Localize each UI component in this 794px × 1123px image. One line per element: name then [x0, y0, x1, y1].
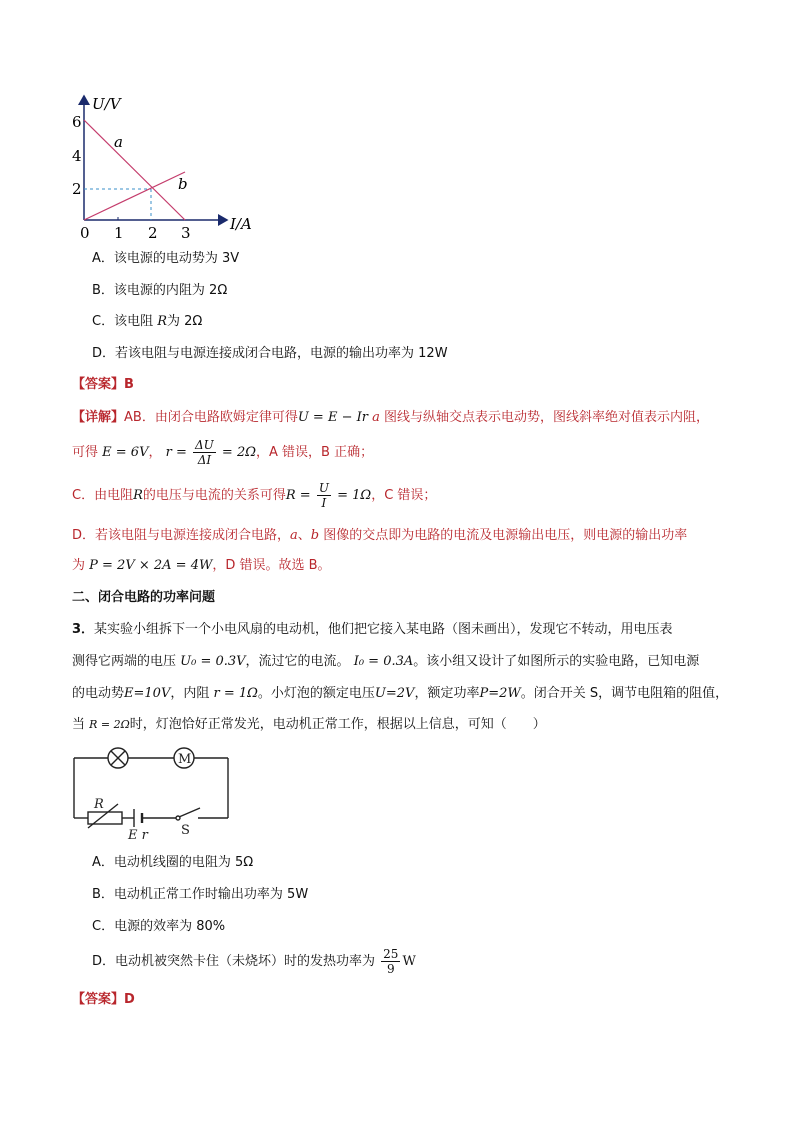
option-letter: D．	[92, 954, 116, 969]
u-i-graph	[60, 90, 270, 245]
detail-text: D．若该电阻与电源连接成闭合电路，	[72, 528, 291, 543]
x-tick-2: 2	[148, 224, 158, 242]
answer-tag: 【答案】	[72, 992, 125, 1007]
u-given: U=2V	[374, 686, 415, 701]
option-symbol: R	[157, 314, 168, 329]
q2-option-c	[92, 313, 202, 331]
fraction-denominator: ΔI	[197, 453, 212, 467]
detail-text: 的电压与电流的关系可得	[142, 488, 286, 503]
q3-stem-line2	[72, 653, 699, 671]
y-axis-label: U/V	[92, 95, 121, 113]
resistor-symbol: R	[133, 488, 143, 503]
fraction-unit: W	[402, 954, 416, 969]
fraction-denominator: 9	[386, 962, 395, 976]
line-a-ref: a	[372, 410, 380, 425]
option-letter: B．	[92, 283, 114, 298]
line-b-label: b	[178, 175, 188, 193]
stem-text: ，额定功率	[414, 686, 480, 701]
option-letter: D．	[92, 346, 116, 361]
q3-stem-line1	[72, 621, 673, 639]
option-text: 电动机正常工作时输出功率为 5W	[113, 887, 309, 902]
q2-detail-c	[72, 481, 436, 511]
R-result: = 1Ω	[337, 488, 372, 503]
line-b-ref: b	[310, 528, 320, 543]
section-title: 二、闭合电路的功率问题	[72, 590, 216, 605]
stem-text: 某实验小组拆下一个小电风扇的电动机，他们把它接入某电路（图未画出），发现它不转动，用电压表	[94, 622, 673, 637]
option-text-2: 为 2Ω	[167, 314, 203, 329]
detail-text: 图像的交点即为电路的电流及电源输出电压，则电源的输出功率	[319, 528, 688, 543]
fraction-numerator: ΔU	[195, 438, 214, 452]
detail-tag: 【详解】	[72, 410, 125, 425]
option-text: 若该电阻与电源连接成闭合电路，电源的输出功率为 12W	[115, 346, 448, 361]
stem-text: 当	[72, 717, 86, 732]
option-text: 电动机被突然卡住（未烧坏）时的发热功率为	[115, 954, 376, 969]
y-tick-4: 4	[72, 147, 82, 165]
answer-value: B	[124, 377, 134, 392]
q2-answer	[72, 376, 134, 394]
stem-text: ，流过它的电流。	[245, 654, 350, 669]
option-letter: A．	[92, 855, 114, 870]
power-formula: P = 2V × 2A = 4W	[89, 558, 213, 573]
q3-option-b	[92, 886, 308, 904]
q2-detail-d-line1	[72, 527, 687, 545]
option-letter: C．	[92, 314, 115, 329]
y-tick-2: 2	[72, 180, 82, 198]
motor-label: M	[178, 752, 192, 767]
x-tick-1: 1	[114, 224, 124, 242]
q3-stem-line3	[72, 685, 728, 703]
heat-power-fraction	[381, 947, 400, 976]
option-letter: B．	[92, 887, 114, 902]
stem-text: 。小灯泡的额定电压	[257, 686, 375, 701]
detail-text: ，C 错误；	[371, 488, 437, 503]
q2-detail-d-line2	[72, 557, 331, 575]
x-tick-0: 0	[80, 224, 90, 242]
q3-answer	[72, 991, 135, 1009]
battery-label: E r	[128, 828, 148, 842]
q3-option-c	[92, 918, 225, 936]
u0-value: U₀ = 0.3V	[180, 654, 246, 669]
line-a-label: a	[114, 133, 123, 151]
p-given: P=2W	[479, 686, 521, 701]
q2-option-b	[92, 282, 227, 300]
q2-detail-ab-line2: 可得 E = 6V， r = $\frac{\Delta U}{\Delta I}$ = 2Ω，A 错误，B 正确；	[72, 438, 374, 467]
ohm-formula: U = E − Ir	[297, 410, 368, 425]
q2-option-a	[92, 250, 239, 268]
detail-text: ，D 错误。故选 B。	[212, 558, 331, 573]
switch-label: S	[181, 823, 190, 838]
option-letter: C．	[92, 919, 115, 934]
delta-fraction	[193, 438, 216, 467]
x-axis-label: I/A	[230, 215, 252, 233]
option-letter: A．	[92, 251, 114, 266]
r-given: r = 1Ω	[213, 686, 258, 701]
fraction-denominator: I	[321, 496, 327, 510]
stem-text: 。闭合开关 S，调节电阻箱的阻值，	[520, 686, 729, 701]
option-text: 电动机线圈的电阻为 5Ω	[113, 855, 254, 870]
line-a-ref: a	[290, 528, 298, 543]
circuit-diagram	[66, 742, 236, 842]
option-text: 该电阻	[114, 314, 158, 329]
detail-sep: 、	[297, 528, 311, 543]
y-tick-6: 6	[72, 113, 82, 131]
q3-stem-line4	[72, 716, 546, 734]
stem-text: 时，灯泡恰好正常发光，电动机正常工作，根据以上信息，可知（ ）	[129, 717, 546, 732]
q2-option-d	[92, 345, 448, 363]
emf-given: E=10V	[124, 686, 171, 701]
line-b	[84, 172, 185, 220]
q2-detail-ab-line1	[72, 409, 709, 427]
option-text: 该电源的内阻为 2Ω	[113, 283, 228, 298]
stem-text: 。该小组又设计了如图所示的实验电路，已知电源	[413, 654, 700, 669]
R-label: R =	[285, 488, 311, 503]
detail-text: 图线与纵轴交点表示电动势，图线斜率绝对值表示内阻，	[379, 410, 709, 425]
detail-text: 为	[72, 558, 86, 573]
detail-text: AB．由闭合电路欧姆定律可得	[124, 410, 298, 425]
answer-tag: 【答案】	[72, 377, 125, 392]
ui-fraction	[317, 481, 331, 510]
option-text: 电源的效率为 80%	[114, 919, 226, 934]
option-text: 该电源的电动势为 3V	[113, 251, 240, 266]
q3-option-a	[92, 854, 253, 872]
answer-value: D	[124, 992, 135, 1007]
i0-value: I₀ = 0.3A	[353, 654, 414, 669]
detail-text: 可得	[72, 445, 99, 460]
r-box-value: R = 2Ω	[89, 718, 130, 731]
resistor-label: R	[94, 797, 104, 812]
stem-text: ，内阻	[170, 686, 210, 701]
q3-option-d	[92, 946, 416, 978]
switch-lever	[179, 808, 200, 817]
line-a	[84, 120, 185, 220]
detail-text: ，A 错误，B 正确；	[256, 445, 374, 460]
x-tick-3: 3	[181, 224, 191, 242]
detail-text: C．由电阻	[72, 488, 134, 503]
r-result: = 2Ω	[221, 445, 256, 460]
r-label: r =	[165, 445, 187, 460]
question-number: 3．	[72, 622, 95, 637]
fraction-numerator: U	[318, 481, 329, 495]
emf-value: E = 6V	[102, 445, 149, 460]
stem-text: 的电动势	[72, 686, 125, 701]
fraction-numerator: 25	[383, 947, 399, 961]
stem-text: 测得它两端的电压	[72, 654, 177, 669]
